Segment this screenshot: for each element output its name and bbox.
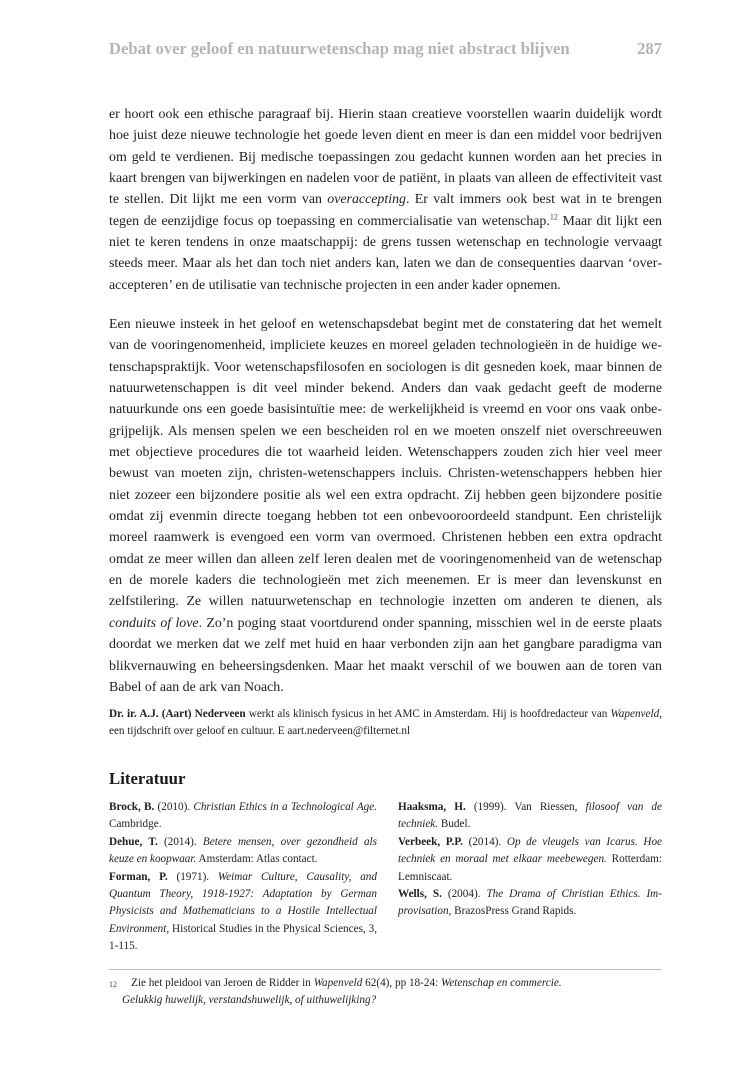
running-head-title: Debat over geloof en natuurwetenschap mag niet abstract blijven bbox=[109, 39, 570, 58]
running-head bbox=[109, 39, 662, 59]
references-left-column bbox=[109, 799, 377, 956]
paragraph-text: er hoort ook een ethische paragraaf bij. Hierin staan creatieve voorstellen waarin duidelijk wordt hoe juist deze nieuwe technologie het goede leven dient en meer is dan een middel voor bedrijven om geld te verdienen. Bij medische toepassingen zou gedacht kunnen worden aan het precies in kaart brengen van bijwerkingen en nadelen voor de patiënt, in plaats van alleen de effectiviteit vast te stellen. Dit lijkt me een vorm van bbox=[109, 107, 662, 208]
footnote bbox=[109, 975, 662, 1009]
paragraph-italic: overaccepting bbox=[327, 192, 406, 208]
paragraph-italic: conduits of love bbox=[109, 615, 199, 631]
references-right-column bbox=[398, 799, 662, 921]
reference-year: (2010). bbox=[154, 801, 194, 813]
bio-text: werkt als klinisch fysicus in het AMC in Amsterdam. Hij is hoofdredacteur van bbox=[245, 708, 611, 720]
footnote-plain: Zie het pleidooi van Jeroen de Ridder in bbox=[131, 977, 314, 989]
reference-entry bbox=[398, 886, 662, 921]
page-number: 287 bbox=[637, 39, 662, 58]
paragraph-text: Een nieuwe insteek in het geloof en wetenschapsdebat begint met de constatering dat het wemelt van de vooringenomenheid, impliciete keuzes en moreel geladen technologieën in de huidige wetenschapspraktijk. Voor wetenschapsfilosofen en sociologen is dit gesneden koek, maar binnen de natuurwetenschappen is dit veel minder bekend. Anders dan vaak gedacht geeft de moderne natuurkunde ons een goede basisintuïtie mee: de werkelijkheid is vreemd en voor ons vaak onbegrijpelijk. Als mensen spelen we een bescheiden rol en we moeten onszelf niet overschreeuwen met objectieve procedures die tot waarheid leiden. Wetenschappers zouden zich hier veel meer bewust van moeten zijn, christen-wetenschappers incluis. Christen-wetenschappers hebben hier niet zozeer een bijzondere positie als wel een extra opdracht. Zij hebben geen bijzondere positie omdat zij evenmin directe toegang hebben tot een onbevooroordeeld standpunt. Een christelijk moreel raamwerk is evengoed een vorm van overmoed. Christenen hebben een extra opdracht omdat ze meer willen dan alleen zelf leren dealen met de vooringenomenheid van de wetenschap en de morele kaders die technologieën met zich meenemen. Er is meer dan levenskunst en zelfstilering. Ze willen natuurwetenschap en technologie inzetten om anderen te dienen, als bbox=[109, 317, 662, 610]
author-name: Dr. ir. A.J. (Aart) Nederveen bbox=[109, 708, 246, 720]
reference-author: Dehue, T. bbox=[109, 835, 158, 848]
reference-title: Christian Ethics in a Technological Age. bbox=[193, 801, 378, 813]
paragraph-text: . Zo’n poging staat voortdurend onder spanning, misschien wel in de eerste plaats doordat we merken dat we zelf met huid en haar verbonden zijn aan het gangbare paradigma van blikvernauwing en beheersingsdenken. Maar het maakt verschil of we bouwen aan de toren van Babel of aan de ark van Noach. bbox=[109, 615, 662, 695]
reference-entry bbox=[109, 869, 377, 956]
footnote-italic: Gelukkig huwelijk, verstandshuwelijk, of uithuwelijking? bbox=[122, 994, 377, 1007]
reference-publisher: Amsterdam: Atlas contact. bbox=[196, 853, 318, 866]
reference-year: (1999). Van Riessen, bbox=[465, 801, 586, 813]
reference-author: Verbeek, P.P. bbox=[398, 835, 463, 848]
reference-publisher: Cambridge. bbox=[109, 818, 162, 831]
reference-year: (2014). bbox=[157, 835, 203, 848]
literature-heading: Literatuur bbox=[109, 769, 186, 788]
footnote-text bbox=[109, 975, 662, 1009]
reference-author: Brock, B. bbox=[109, 801, 155, 813]
reference-entry bbox=[109, 799, 377, 834]
bio-italic: Wapenveld bbox=[610, 708, 660, 720]
reference-author: Forman, P. bbox=[109, 870, 168, 883]
body-paragraph-2 bbox=[109, 314, 662, 698]
footnote-divider bbox=[109, 969, 662, 970]
reference-year: (1971). bbox=[167, 870, 218, 883]
reference-entry bbox=[398, 834, 662, 886]
reference-publisher: Historical Studies in the Physical Sciences, 3, 1-115. bbox=[109, 922, 377, 953]
reference-author: Haaksma, H. bbox=[398, 801, 466, 813]
footnote-number: 12 bbox=[109, 980, 117, 989]
bio-text: , een tijdschrift over geloof en cultuur. E aart.nederveen@filternet.nl bbox=[109, 708, 662, 738]
footnote-plain: 62(4), pp 18-24: bbox=[362, 977, 441, 989]
author-bio bbox=[109, 706, 662, 741]
reference-year: (2014). bbox=[462, 835, 507, 848]
reference-publisher: BrazosPress Grand Rapids. bbox=[451, 905, 577, 918]
reference-publisher: Budel. bbox=[438, 818, 471, 831]
body-paragraph-1 bbox=[109, 104, 662, 296]
reference-publisher: Rotterdam: Lemniscaat. bbox=[398, 853, 662, 883]
reference-author: Wells, S. bbox=[398, 888, 442, 901]
reference-title: Weimar Culture, Causality, and Quantum Theory, 1918-1927: Adaptation by German Physicists and Mathematicians to a Hostile Intellectual Environment, bbox=[109, 870, 377, 935]
reference-entry bbox=[398, 799, 662, 834]
reference-title: Betere mensen, over gezondheid als keuze en koopwaar. bbox=[109, 835, 378, 866]
reference-year: (2004). bbox=[441, 888, 487, 901]
reference-title: filosoof van de techniek. bbox=[398, 801, 662, 831]
paragraph-text: Maar dit lijkt een niet te keren tendens in onze maatschappij: de grens tussen wetenschap en technologie vervaagt steeds meer. Maar als het dan toch niet anders kan, laten we dan de consequenties daarvan ‘overaccepteren’ en de utilisatie van technische projecten in een ander kader opnemen. bbox=[109, 213, 662, 293]
paragraph-text: . Er valt immers ook best wat in te brengen tegen de eenzijdige focus op toepassing en commercialisatie van wetenschap. bbox=[109, 192, 662, 229]
footnote-italic: Wetenschap en commercie. bbox=[440, 977, 562, 989]
footnote-reference[interactable]: 12 bbox=[549, 212, 558, 222]
reference-entry bbox=[109, 834, 377, 869]
reference-title: The Drama of Christian Ethics. Improvisation, bbox=[398, 888, 662, 918]
footnote-italic: Wapenveld bbox=[313, 977, 363, 989]
reference-title: Op de vleugels van Icarus. Hoe techniek en moraal met elkaar meebewegen. bbox=[398, 835, 663, 866]
